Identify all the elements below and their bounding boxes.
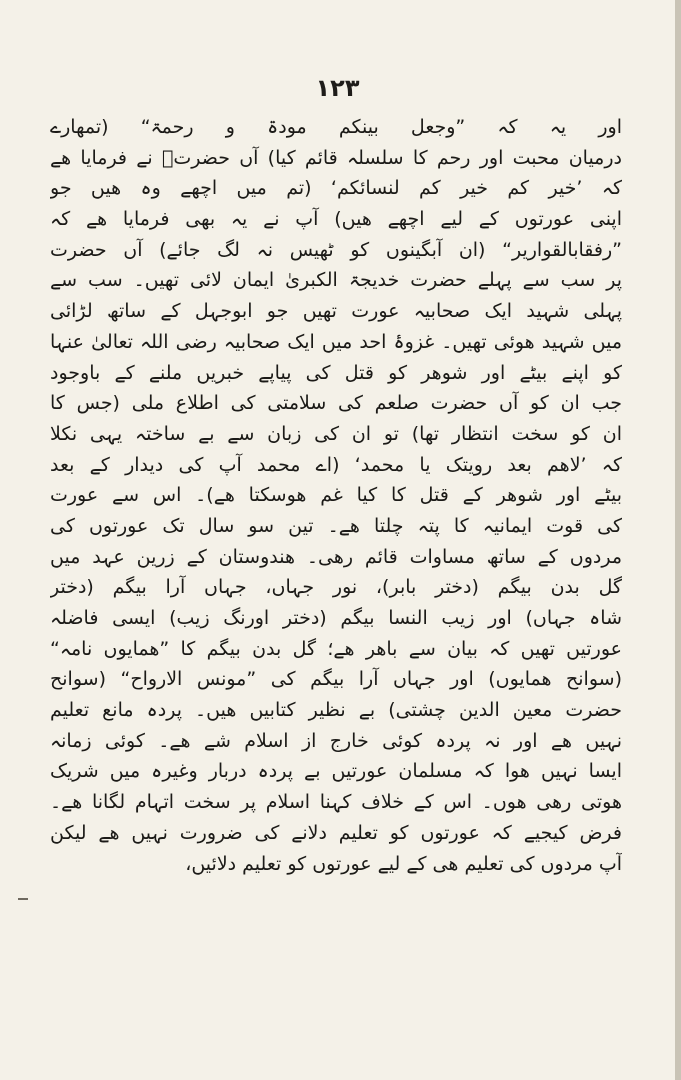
text-line: مردوں کے ساتھ مساوات قائم رھی۔ ھندوستان کے زرین عہد میں (50, 545, 622, 568)
text-line: کو اپنے بیٹے اور شوھر کو قتل کی پیاپے خبریں ملنے کے باوجود (50, 361, 622, 384)
text-line: (سوانح ھمایوں) اور جہاں آرا بیگم کی ”مونس الارواح“ (سوانح (50, 668, 622, 691)
text-line: بیٹے اور شوھر کے قتل کا کیا غم ھوسکتا ھے)۔ اس سے عورت (50, 484, 622, 507)
text-line: کی قوت ایمانیہ کا پتہ چلتا ھے۔ تین سو سال تک عورتوں کی (50, 514, 622, 537)
text-line: فرض کیجیے کہ عورتوں کو تعلیم دلانے کی ضرورت نہیں ھے لیکن (50, 821, 622, 844)
text-line: پر سب سے پہلے حضرت خدیجۃ الکبریٰ ایمان لائی تھیں۔ سب سے (50, 269, 622, 292)
text-line: جب ان کو آں حضرت صلعم کی سلامتی کی اطلاع ملی (جس کا (50, 392, 622, 415)
text-line: ھوتی رھی ھوں۔ اس کے خلاف کہنا اسلام پر سخت اتہام لگانا ھے۔ (50, 791, 622, 814)
text-line: اور یہ کہ ”وجعل بینکم مودۃ و رحمۃ“ (تمھارے (50, 116, 622, 138)
text-line: آپ مردوں کی تعلیم ھی کے لیے عورتوں کو تعلیم دلائیں، (185, 852, 622, 875)
margin-mark (18, 898, 28, 900)
text-line: کہ ’خیر کم خیر کم لنسائکم‘ (تم میں اچھے وہ ھیں جو (50, 177, 622, 200)
text-line: میں شہید ھوئی تھیں۔ غزوۂ احد میں ایک صحابیہ رضی اللہ تعالیٰ عنہا (50, 330, 622, 353)
text-line: ”رفقابالقواریر“ (ان آبگینوں کو ٹھیس نہ لگ جائے) آں حضرت (50, 238, 622, 261)
page-number: ۱۲۳ (315, 74, 360, 102)
text-line: گل بدن بیگم (دختر بابر)، نور جہاں، جہاں آرا بیگم (دختر (50, 576, 622, 599)
text-line: عورتیں تھیں کہ بیان سے باھر ھے؛ گل بدن بیگم کا ”ھمایوں نامہ“ (50, 637, 622, 660)
text-line: حضرت معین الدین چشتی) بے نظیر کتابیں ھیں۔ پردہ مانع تعلیم (50, 699, 622, 722)
text-line: درمیان محبت اور رحم کا سلسلہ قائم کیا) آں حضرتؐ نے فرمایا ھے (50, 146, 622, 169)
text-line: ان کو سخت انتظار تھا) تو ان کی زبان سے بے ساختہ یہی نکلا (50, 422, 622, 445)
text-line: نہیں ھے اور نہ پردہ کوئی خارج از اسلام شے ھے۔ کوئی زمانہ (50, 729, 622, 752)
page-body-text (50, 112, 622, 879)
text-line: اپنی عورتوں کے لیے اچھے ھیں) آپ نے یہ بھی فرمایا ھے کہ (50, 208, 622, 231)
text-line: پہلی شہید ایک صحابیہ عورت تھیں جو ابوجہل کے ساتھ لڑائی (50, 300, 622, 323)
text-line: ایسا نہیں ھوا کہ مسلمان عورتیں بے پردہ دربار وغیرہ میں شریک (50, 760, 622, 783)
text-line: شاہ جہاں) اور زیب النسا بیگم (دختر اورنگ زیب) ایسی فاضلہ (50, 607, 622, 629)
text-line: کہ ’لاھم بعد رویتک یا محمد‘ (اے محمد آپ کی دیدار کے بعد (50, 453, 622, 476)
